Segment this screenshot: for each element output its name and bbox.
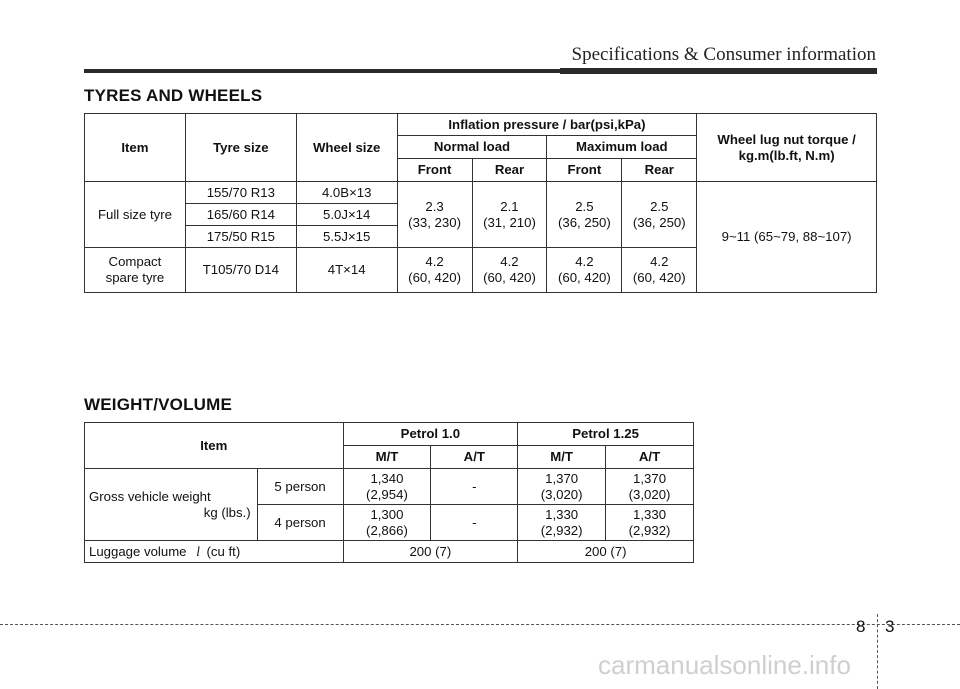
weight-header-petrol-1-25: Petrol 1.25 <box>518 423 694 446</box>
weight-cell <box>518 505 606 541</box>
tyres-header-maximum-load: Maximum load <box>547 136 697 159</box>
weight-volume-table <box>84 422 694 563</box>
page-header-title: Specifications & Consumer information <box>571 44 876 65</box>
weight-cell <box>606 469 694 505</box>
value-line: (2,932) <box>628 522 671 538</box>
weight-header-mt: M/T <box>518 446 606 469</box>
luggage-petrol-1-0: 200 (7) <box>343 541 518 563</box>
header-rule-accent <box>560 68 877 74</box>
tyre-size-cell: 165/60 R14 <box>185 204 296 226</box>
value-line: 4.2 <box>500 254 519 269</box>
weight-cell <box>518 469 606 505</box>
value-line: 2.5 <box>650 198 669 214</box>
value-line: 1,330 <box>633 506 667 522</box>
value-line: (60, 420) <box>408 270 461 285</box>
tyres-header-inflation: Inflation pressure / bar(psi,kPa) <box>397 114 697 136</box>
tyres-header-rear: Rear <box>622 159 697 182</box>
weight-header-petrol-1-0: Petrol 1.0 <box>343 423 518 446</box>
tyres-header-item: Item <box>85 114 186 182</box>
wheel-size-cell: 4T×14 <box>296 248 397 293</box>
normal-rear-cell <box>472 248 547 293</box>
value-line: 1,370 <box>633 470 667 486</box>
footer-dashed-line <box>0 624 960 625</box>
weight-cell <box>343 505 431 541</box>
wheel-size-cell: 5.5J×15 <box>296 226 397 248</box>
max-rear-cell <box>622 248 697 293</box>
tyres-header-wheel-size: Wheel size <box>296 114 397 182</box>
normal-front-cell <box>397 248 472 293</box>
torque-value-cell: 9~11 (65~79, 88~107) <box>697 182 877 293</box>
persons-cell: 4 person <box>257 505 343 541</box>
tyres-header-front: Front <box>397 159 472 182</box>
value-line: (3,020) <box>540 486 583 502</box>
tyres-section-title: TYRES AND WHEELS <box>84 86 263 105</box>
luggage-petrol-1-25: 200 (7) <box>518 541 694 563</box>
label-text: Luggage volume <box>89 543 187 559</box>
tyres-wheels-table <box>84 113 877 293</box>
full-size-tyre-label: Full size tyre <box>85 182 186 248</box>
tyres-header-torque <box>697 114 877 182</box>
footer-page-separator <box>877 614 878 689</box>
value-line: 1,330 <box>545 506 579 522</box>
value-line: (2,954) <box>366 486 408 502</box>
liter-symbol: l <box>196 543 200 559</box>
value-line: (2,866) <box>366 522 408 538</box>
persons-cell: 5 person <box>257 469 343 505</box>
value-line: 1,300 <box>370 506 404 522</box>
torque-header-line2: kg.m(lb.ft, N.m) <box>738 147 835 163</box>
value-line: (36, 250) <box>557 214 611 230</box>
gross-vehicle-weight-label <box>85 469 258 541</box>
torque-header-line1: Wheel lug nut torque / <box>717 131 856 147</box>
value-line: 4.2 <box>575 254 594 269</box>
weight-header-item: Item <box>85 423 344 469</box>
value-line: 1,340 <box>370 470 404 486</box>
wheel-size-cell: 5.0J×14 <box>296 204 397 226</box>
tyres-header-tyre-size: Tyre size <box>185 114 296 182</box>
tyre-size-cell: 155/70 R13 <box>185 182 296 204</box>
weight-header-at: A/T <box>606 446 694 469</box>
wheel-size-cell: 4.0B×13 <box>296 182 397 204</box>
label-line: Gross vehicle weight <box>89 488 211 504</box>
value-line: 2.5 <box>575 198 594 214</box>
value-line: 2.1 <box>500 198 519 214</box>
max-front-cell <box>547 248 622 293</box>
max-front-cell <box>547 182 622 248</box>
chapter-number: 8 <box>856 617 866 636</box>
weight-header-mt: M/T <box>343 446 431 469</box>
value-line: (36, 250) <box>632 214 686 230</box>
tyre-size-cell: T105/70 D14 <box>185 248 296 293</box>
value-line: (60, 420) <box>483 270 536 285</box>
compact-spare-label <box>85 248 186 293</box>
normal-front-cell <box>397 182 472 248</box>
label-line: spare tyre <box>105 270 165 285</box>
tyres-header-rear: Rear <box>472 159 547 182</box>
luggage-volume-label <box>85 541 344 563</box>
weight-section-title: WEIGHT/VOLUME <box>84 395 233 414</box>
value-line: (3,020) <box>628 486 671 502</box>
value-line: 4.2 <box>650 254 669 269</box>
value-line: (60, 420) <box>632 270 686 285</box>
label-line: Compact <box>108 254 162 269</box>
normal-rear-cell <box>472 182 547 248</box>
value-line: (31, 210) <box>483 214 536 230</box>
weight-cell <box>606 505 694 541</box>
page-number: 3 <box>885 617 895 636</box>
value-line: 1,370 <box>545 470 579 486</box>
label-unit: (cu ft) <box>206 543 241 559</box>
value-line: (33, 230) <box>408 214 461 230</box>
weight-cell: - <box>431 505 518 541</box>
tyres-header-front: Front <box>547 159 622 182</box>
watermark: carmanualsonline.info <box>598 650 851 680</box>
weight-cell <box>343 469 431 505</box>
tyre-size-cell: 175/50 R15 <box>185 226 296 248</box>
value-line: (60, 420) <box>557 270 611 285</box>
tyres-header-normal-load: Normal load <box>397 136 547 159</box>
max-rear-cell <box>622 182 697 248</box>
value-line: (2,932) <box>540 522 583 538</box>
value-line: 2.3 <box>425 198 444 214</box>
value-line: 4.2 <box>425 254 444 269</box>
weight-header-at: A/T <box>431 446 518 469</box>
label-line: kg (lbs.) <box>203 504 251 520</box>
weight-cell: - <box>431 469 518 505</box>
